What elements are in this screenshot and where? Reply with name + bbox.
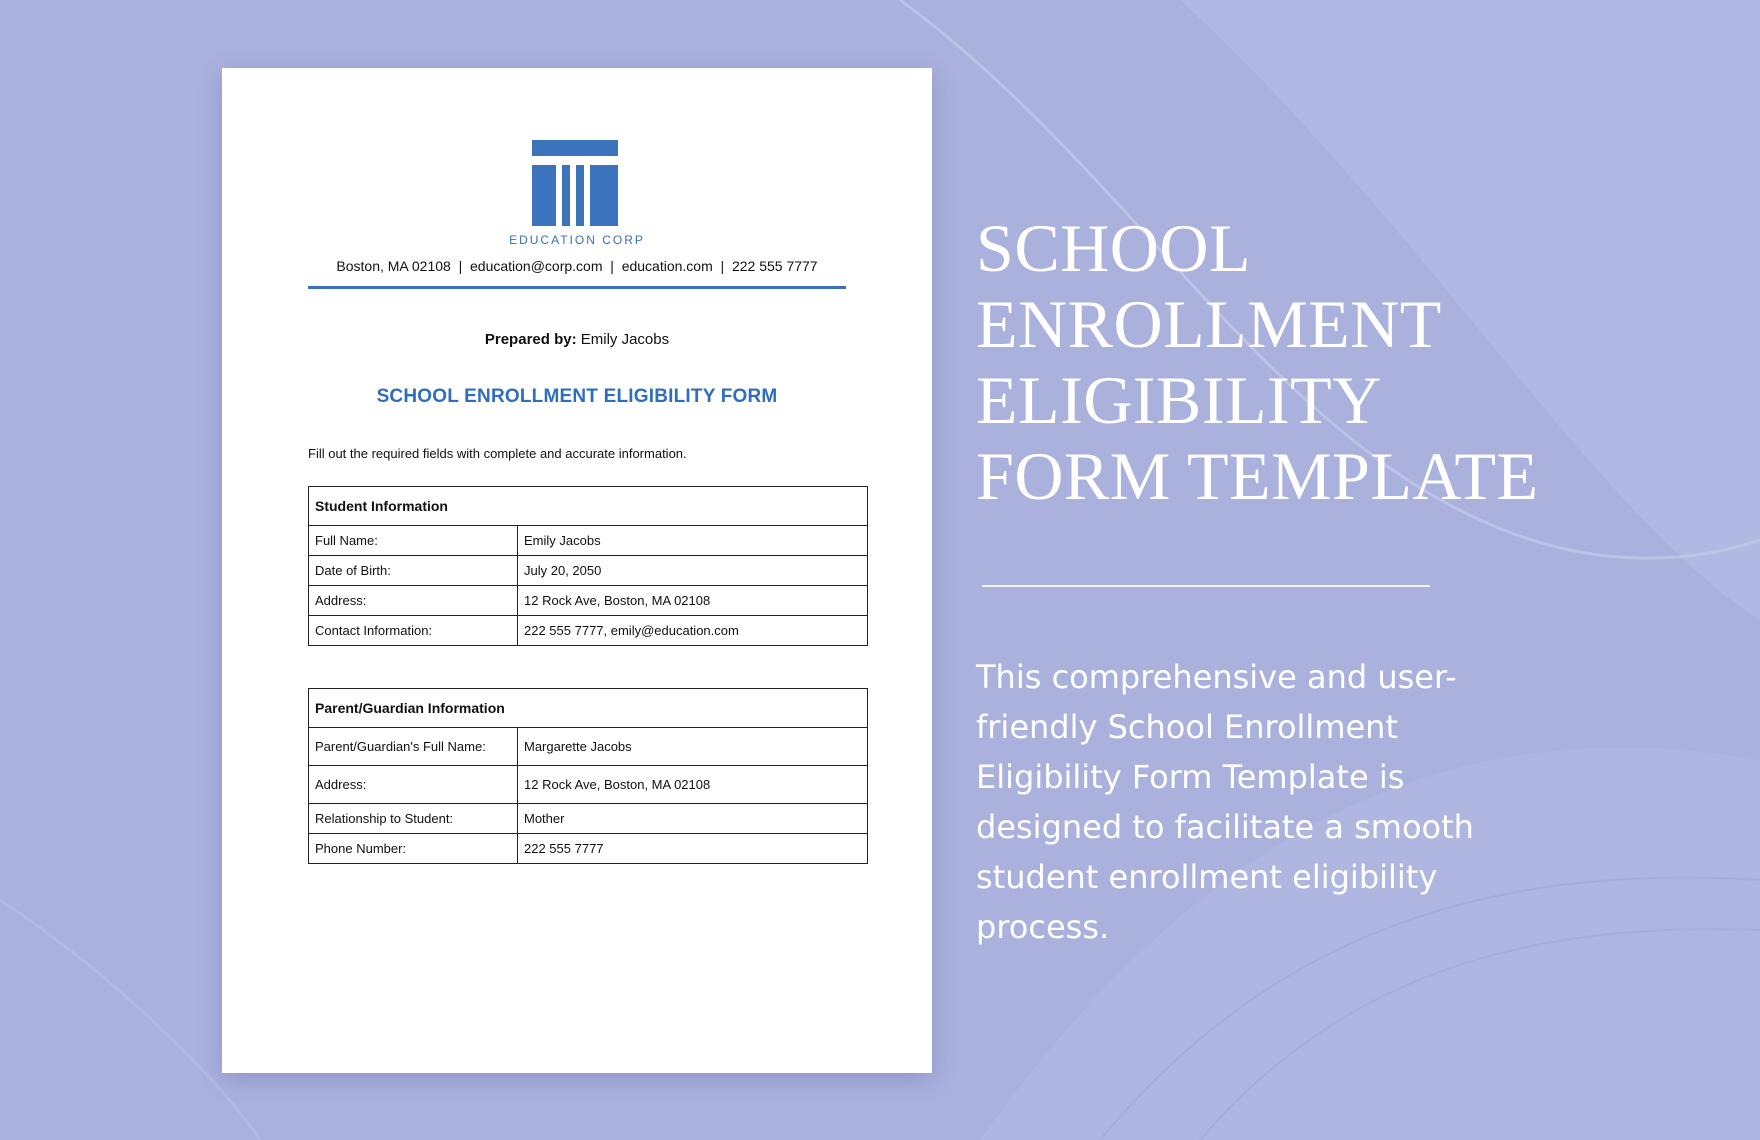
- field-value: July 20, 2050: [518, 556, 868, 586]
- hero-title-line: FORM TEMPLATE: [976, 438, 1539, 514]
- table-row: [309, 804, 868, 834]
- field-label: Parent/Guardian's Full Name:: [309, 728, 518, 766]
- hero-title-line: SCHOOL: [976, 210, 1252, 286]
- section-title: Student Information: [309, 487, 868, 526]
- table-header-row: [309, 689, 868, 728]
- prepared-by-name: Emily Jacobs: [580, 331, 670, 348]
- hero-title: [976, 210, 1696, 514]
- field-value: 12 Rock Ave, Boston, MA 02108: [518, 586, 868, 616]
- table-row: [309, 586, 868, 616]
- table-row: [309, 556, 868, 586]
- student-information-table: [308, 486, 868, 646]
- field-value: Mother: [518, 804, 868, 834]
- field-label: Address:: [309, 586, 518, 616]
- prepared-by-label: Prepared by:: [484, 331, 577, 348]
- hero-divider: [982, 585, 1430, 587]
- table-row: [309, 616, 868, 646]
- hero-description: This comprehensive and user-friendly School Enrollment Eligibility Form Template is designed to facilitate a smooth student enrollment eligibility process.: [976, 658, 1474, 946]
- field-label: Relationship to Student:: [309, 804, 518, 834]
- form-title: SCHOOL ENROLLMENT ELIGIBILITY FORM: [376, 386, 778, 407]
- header-divider: [308, 286, 846, 289]
- table-row: [309, 766, 868, 804]
- hero-title-line: ELIGIBILITY: [976, 362, 1382, 438]
- field-label: Address:: [309, 766, 518, 804]
- table-row: [309, 526, 868, 556]
- table-row: [309, 834, 868, 864]
- company-name: EDUCATION CORP: [509, 233, 645, 247]
- table-row: [309, 728, 868, 766]
- hero-title-line: ENROLLMENT: [976, 286, 1442, 362]
- field-value: Emily Jacobs: [518, 526, 868, 556]
- contact-line: Boston, MA 02108 | education@corp.com | education.com | 222 555 7777: [336, 258, 818, 274]
- field-label: Contact Information:: [309, 616, 518, 646]
- parent-guardian-information-table: [308, 688, 868, 864]
- field-label: Full Name:: [309, 526, 518, 556]
- field-value: 222 555 7777, emily@education.com: [518, 616, 868, 646]
- field-label: Phone Number:: [309, 834, 518, 864]
- field-value: Margarette Jacobs: [518, 728, 868, 766]
- document-preview: [222, 68, 932, 1073]
- field-label: Date of Birth:: [309, 556, 518, 586]
- form-instructions: Fill out the required fields with complete and accurate information.: [308, 446, 687, 461]
- table-header-row: [309, 487, 868, 526]
- field-value: 12 Rock Ave, Boston, MA 02108: [518, 766, 868, 804]
- field-value: 222 555 7777: [518, 834, 868, 864]
- prepared-by: [222, 331, 932, 348]
- section-title: Parent/Guardian Information: [309, 689, 868, 728]
- pillar-logo-icon: [532, 140, 618, 226]
